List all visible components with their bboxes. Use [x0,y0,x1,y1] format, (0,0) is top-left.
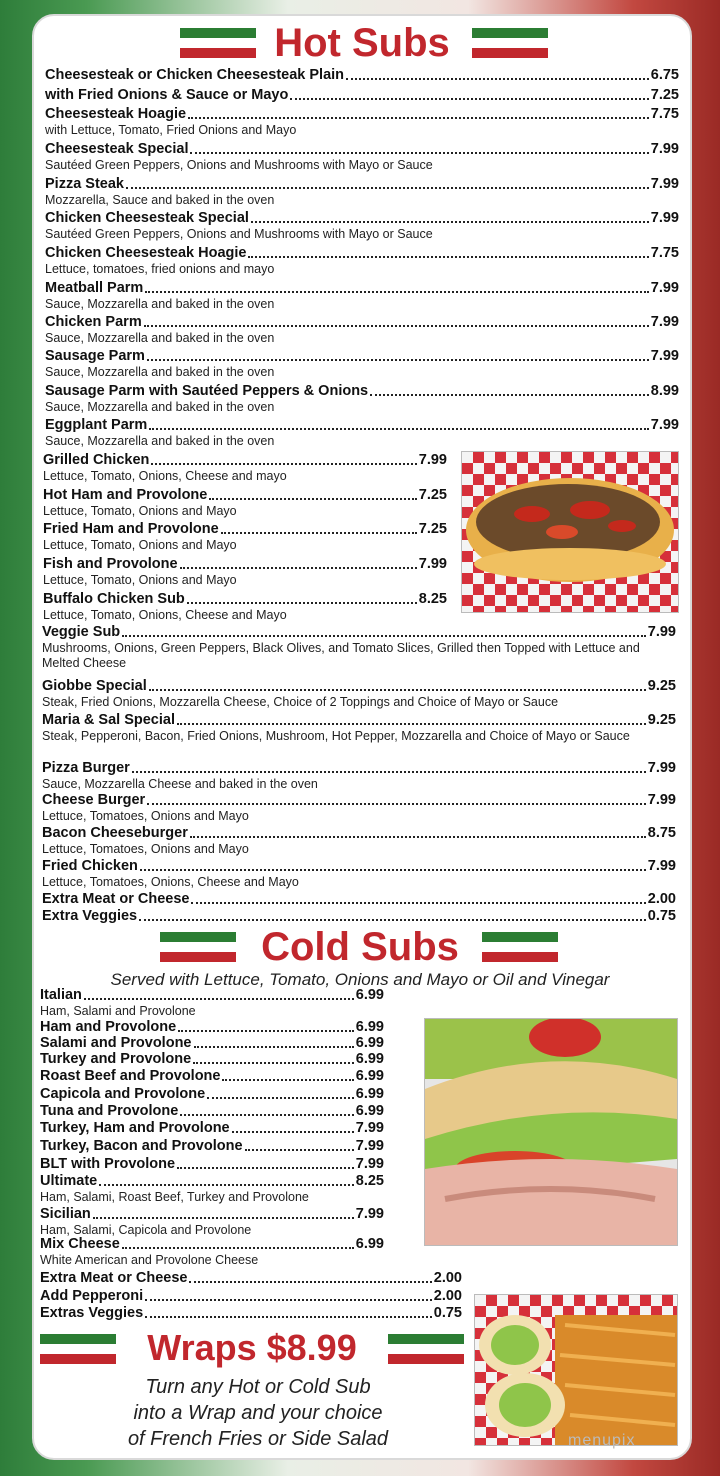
menu-item-row [42,891,676,908]
menu-item-name: Italian [40,987,82,1003]
menu-item-name: Salami and Provolone [40,1035,192,1051]
italian-flag-right [472,28,548,58]
menu-item [42,712,676,744]
menu-item [40,987,384,1019]
menu-item-price: 7.99 [647,624,676,640]
cheesesteak-photo [461,451,679,613]
menu-item-price: 7.99 [650,280,679,296]
dot-leader [190,152,648,154]
menu-item-price: 9.25 [647,678,676,694]
menu-item-price: 7.25 [650,87,679,103]
menu-item-description: Lettuce, Tomatoes, Onions, Cheese and Mayo [42,875,299,889]
menu-item-price: 6.99 [355,987,384,1003]
cheesesteak-illustration [462,452,678,612]
wraps-description [60,1374,456,1452]
menu-item-name: Chicken Cheesesteak Special [45,210,249,226]
italian-flag-left [180,28,256,58]
menu-item [40,1288,462,1305]
menu-item-description: Steak, Pepperoni, Bacon, Fried Onions, Mushroom, Hot Pepper, Mozzarella and Choice of Mayo or Sauce [42,729,630,743]
dot-leader [126,187,649,189]
menu-item [40,1206,384,1238]
menu-item-row [45,141,679,158]
dot-leader [177,1167,354,1169]
menu-item [42,858,676,890]
menu-item-name: Cheese Burger [42,792,146,808]
menu-item-name: BLT with Provolone [40,1156,176,1172]
menu-item-description: Lettuce, tomatoes, fried onions and mayo [45,262,275,276]
menu-item [42,624,676,671]
menu-item-price: 8.99 [650,383,679,399]
menu-item [40,1156,384,1173]
menu-item-name: Chicken Cheesesteak Hoagie [45,245,247,261]
menu-item-name: Veggie Sub [42,624,121,640]
menu-item-row [45,280,679,297]
menu-item-row [40,1068,384,1085]
menu-item-name: Turkey, Bacon and Provolone [40,1138,243,1154]
menu-item-name: Fried Chicken [42,858,138,874]
menu-item-name: Turkey and Provolone [40,1051,192,1067]
menu-item-row [45,245,679,262]
menu-item [45,141,679,173]
menu-item-row [42,678,676,695]
italian-flag-right [388,1334,464,1364]
menu-item-row [45,67,679,84]
menu-item-row [42,792,676,809]
dot-leader [222,1079,353,1081]
menu-item-row [40,1120,384,1137]
menu-item-row [40,1206,384,1223]
menu-item-price: 6.99 [355,1086,384,1102]
dot-leader [147,803,646,805]
menu-item-row [45,210,679,227]
dot-leader [178,1030,354,1032]
menu-item-row [42,624,676,641]
menu-item [45,106,679,138]
menu-item-price: 7.99 [355,1138,384,1154]
italian-flag-left [40,1334,116,1364]
menu-item-row [45,383,679,400]
menu-item-row [40,1288,462,1305]
menu-item-description: with Lettuce, Tomato, Fried Onions and Mayo [45,123,297,137]
menu-item [40,1138,384,1155]
menu-item-name: Extras Veggies [40,1305,144,1321]
menu-item-description: Sauce, Mozzarella and baked in the oven [45,400,275,414]
menu-item [40,1120,384,1137]
wraps-line-3: of French Fries or Side Salad [127,1428,389,1450]
menu-item-description: Sauce, Mozzarella and baked in the oven [45,365,275,379]
dot-leader [188,117,649,119]
menu-item-name: Sicilian [40,1206,91,1222]
menu-item-price: 7.99 [650,417,679,433]
menu-item-row [45,417,679,434]
menu-item-price: 7.99 [650,348,679,364]
menu-item-name: Buffalo Chicken Sub [43,591,185,607]
menu-item-price: 7.99 [418,556,447,572]
menu-item-name: Meatball Parm [45,280,144,296]
dot-leader [245,1149,354,1151]
menu-item [40,1173,384,1205]
menu-item-row [42,858,676,875]
menu-item-description: Sauce, Mozzarella Cheese and baked in the oven [42,777,318,791]
menu-item-name: Grilled Chicken [43,452,150,468]
menu-item-price: 9.25 [647,712,676,728]
dot-leader [290,98,648,100]
dot-leader [209,498,416,500]
menu-item-row [45,348,679,365]
dot-leader [144,325,649,327]
menu-item-name: Cheesesteak or Chicken Cheesesteak Plain [45,67,345,83]
menu-item-description: Mushrooms, Onions, Green Peppers, Black Olives, and Tomato Slices, Grilled then Topped with Lettuce and Melted Cheese [42,641,640,670]
dot-leader [145,291,648,293]
menu-item-name: Extra Veggies [42,908,138,924]
dot-leader [84,998,354,1000]
menu-item-row [40,1236,384,1253]
menu-item [40,1035,384,1052]
menu-item-price: 8.25 [418,591,447,607]
menu-item [40,1270,462,1287]
menu-item-description: Lettuce, Tomato, Onions and Mayo [43,573,237,587]
dot-leader [93,1217,354,1219]
menu-item-price: 7.25 [418,487,447,503]
dot-leader [370,394,649,396]
menu-item-price: 6.99 [355,1068,384,1084]
menu-item-price: 6.99 [355,1236,384,1252]
menu-item-name: Sausage Parm [45,348,145,364]
menu-item-price: 7.99 [418,452,447,468]
menu-item-row [40,1138,384,1155]
menu-item-price: 7.99 [650,141,679,157]
cold-subs-subtitle: Served with Lettuce, Tomato, Onions and Mayo or Oil and Vinegar [110,970,610,989]
menu-item-name: Turkey, Ham and Provolone [40,1120,230,1136]
hoagie-photo [424,1018,678,1246]
menu-item-row [43,452,447,469]
menu-item [42,891,676,908]
menu-item [45,314,679,346]
wraps-title: Wraps $8.99 [147,1327,357,1368]
dot-leader [251,221,649,223]
menu-item [45,383,679,415]
menu-item-price: 7.99 [650,210,679,226]
dot-leader [145,1316,432,1318]
menu-item-name: Chicken Parm [45,314,142,330]
dot-leader [232,1131,354,1133]
dot-leader [248,256,648,258]
menu-item-price: 2.00 [647,891,676,907]
menu-item-description: Sauce, Mozzarella and baked in the oven [45,331,275,345]
dot-leader [190,836,646,838]
dot-leader [132,771,646,773]
menu-item-row [40,1173,384,1190]
menu-item-name: Fish and Provolone [43,556,178,572]
menu-item-name: Cheesesteak Special [45,141,189,157]
dot-leader [177,723,646,725]
menu-item-price: 7.99 [355,1156,384,1172]
menu-item [43,521,447,553]
menu-item-row [45,314,679,331]
dot-leader [180,1114,353,1116]
dot-leader [221,532,417,534]
menu-item-row [43,556,447,573]
menu-item [42,825,676,857]
menu-item-description: Lettuce, Tomatoes, Onions and Mayo [42,809,249,823]
menu-item [42,792,676,824]
menu-item-description: Lettuce, Tomato, Onions, Cheese and Mayo [43,608,287,622]
menu-item-price: 8.25 [355,1173,384,1189]
menu-item [43,452,447,484]
hot-subs-title: Hot Subs [274,21,450,65]
menu-item-row [45,106,679,123]
wraps-line-1: Turn any Hot or Cold Sub [145,1376,371,1398]
dot-leader [187,602,417,604]
menu-item-row [40,987,384,1004]
menu-item-name: Sausage Parm with Sautéed Peppers & Onions [45,383,369,399]
dot-leader [207,1097,354,1099]
menu-item-description: Lettuce, Tomato, Onions and Mayo [43,538,237,552]
menu-item [45,67,679,84]
menu-item [45,417,679,449]
menu-item-name: Bacon Cheeseburger [42,825,188,841]
dot-leader [180,567,417,569]
menu-item-row [40,1103,384,1120]
menu-item-price: 7.75 [650,106,679,122]
menu-item-price: 7.99 [355,1206,384,1222]
wraps-line-2: into a Wrap and your choice [133,1402,383,1424]
menu-item-row [45,176,679,193]
menu-item [42,760,676,792]
menu-item-name: Tuna and Provolone [40,1103,179,1119]
menu-item-row [43,591,447,608]
menu-item-name: Extra Meat or Cheese [40,1270,188,1286]
menu-item [42,678,676,710]
menu-item [40,1019,384,1036]
menu-item-price: 2.00 [433,1288,462,1304]
menu-item-name: Mix Cheese [40,1236,120,1252]
menu-item-description: Mozzarella, Sauce and baked in the oven [45,193,275,207]
watermark: menupix [568,1432,636,1449]
wrap-photo [474,1294,678,1446]
menu-item-description: Lettuce, Tomato, Onions, Cheese and mayo [43,469,287,483]
menu-item-row [42,712,676,729]
menu-item-name: Ultimate [40,1173,98,1189]
menu-item-row [42,908,676,925]
menu-item-description: Sauce, Mozzarella and baked in the oven [45,434,275,448]
menu-item-name: Giobbe Special [42,678,147,694]
menu-item-row [40,1051,384,1068]
cold-subs-title: Cold Subs [261,925,459,969]
dot-leader [147,359,649,361]
menu-item-name: Eggplant Parm [45,417,148,433]
dot-leader [346,78,649,80]
dot-leader [189,1281,431,1283]
menu-item [40,1103,384,1120]
menu-item-description: Sautéed Green Peppers, Onions and Mushrooms with Mayo or Sauce [45,227,433,241]
menu-item [45,348,679,380]
dot-leader [122,1247,354,1249]
menu-item-price: 0.75 [433,1305,462,1321]
menu-item-price: 8.75 [647,825,676,841]
menu-item-price: 2.00 [433,1270,462,1286]
menu-item-description: Ham, Salami, Roast Beef, Turkey and Provolone [40,1190,309,1204]
menu-item-price: 7.99 [647,792,676,808]
dot-leader [139,919,646,921]
menu-item-row [42,760,676,777]
dot-leader [140,869,646,871]
menu-item-price: 7.99 [647,760,676,776]
menu-item-name: Add Pepperoni [40,1288,144,1304]
menu-item-price: 7.25 [418,521,447,537]
menu-item-row [43,521,447,538]
hoagie-illustration [425,1019,677,1245]
menu-item-price: 0.75 [647,908,676,924]
menu-item [40,1236,384,1268]
menu-item-description: White American and Provolone Cheese [40,1253,259,1267]
menu-item-name: Ham and Provolone [40,1019,177,1035]
menu-item-row [40,1156,384,1173]
dot-leader [194,1046,354,1048]
menu-item-price: 7.99 [650,314,679,330]
menu-item-row [43,487,447,504]
menu-item-description: Sauce, Mozzarella and baked in the oven [45,297,275,311]
menu-item-row [40,1305,462,1322]
menu-item [43,591,447,623]
menu-item-name: Cheesesteak Hoagie [45,106,187,122]
italian-flag-right [482,932,558,962]
menu-item [40,1051,384,1068]
menu-item-row [45,87,679,104]
menu-item-price: 6.99 [355,1019,384,1035]
dot-leader [99,1184,354,1186]
menu-item-description: Lettuce, Tomatoes, Onions and Mayo [42,842,249,856]
menu-item [42,908,676,925]
menu-item-price: 6.99 [355,1035,384,1051]
menu-item-description: Lettuce, Tomato, Onions and Mayo [43,504,237,518]
menu-item [45,210,679,242]
menu-item-row [40,1086,384,1103]
menu-item-row [42,825,676,842]
menu-item-name: Hot Ham and Provolone [43,487,208,503]
menu-item-price: 6.99 [355,1051,384,1067]
menu-item [43,556,447,588]
menu-item [45,280,679,312]
menu-item-name: Pizza Burger [42,760,130,776]
menu-item-price: 7.99 [647,858,676,874]
menu-item-description: Ham, Salami, Capicola and Provolone [40,1223,252,1237]
menu-item-row [40,1019,384,1036]
menu-item-name: Fried Ham and Provolone [43,521,219,537]
dot-leader [145,1299,432,1301]
menu-item [45,245,679,277]
menu-item-description: Sautéed Green Peppers, Onions and Mushrooms with Mayo or Sauce [45,158,433,172]
menu-item-name: with Fried Onions & Sauce or Mayo [45,87,289,103]
wrap-illustration [475,1295,677,1445]
menu-item [40,1305,462,1322]
dot-leader [191,902,645,904]
italian-flag-left [160,932,236,962]
menu-item-name: Roast Beef and Provolone [40,1068,221,1084]
menu-item [40,1086,384,1103]
dot-leader [149,689,646,691]
menu-item-price: 7.99 [650,176,679,192]
menu-item-name: Pizza Steak [45,176,124,192]
menu-item-price: 7.75 [650,245,679,261]
menu-item [43,487,447,519]
menu-item-price: 6.99 [355,1103,384,1119]
dot-leader [151,463,416,465]
menu-item-row [40,1035,384,1052]
menu-item-name: Extra Meat or Cheese [42,891,190,907]
dot-leader [149,428,648,430]
menu-item [45,176,679,208]
menu-item [45,87,679,104]
menu-item-price: 7.99 [355,1120,384,1136]
menu-item-price: 6.75 [650,67,679,83]
menu-item [40,1068,384,1085]
menu-item-name: Capicola and Provolone [40,1086,206,1102]
menu-item-row [40,1270,462,1287]
menu-item-description: Steak, Fried Onions, Mozzarella Cheese, Choice of 2 Toppings and Choice of Mayo or Sauce [42,695,559,709]
menu-item-description: Ham, Salami and Provolone [40,1004,196,1018]
dot-leader [122,635,646,637]
menu-item-name: Maria & Sal Special [42,712,175,728]
dot-leader [193,1062,354,1064]
